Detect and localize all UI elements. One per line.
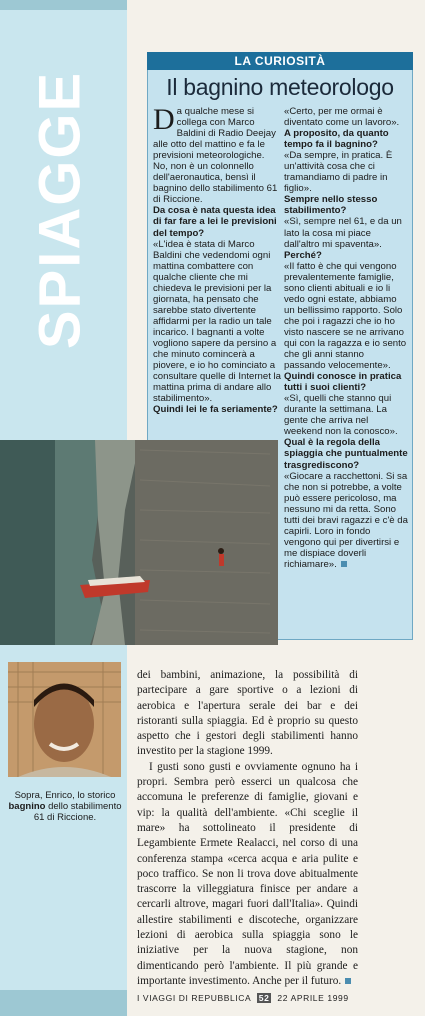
article-body — [137, 668, 358, 989]
publication-name: I VIAGGI DI REPUBBLICA — [137, 993, 251, 1003]
interview-answer: «Giocare a racchettoni. Si sa che non si potrebbe, a volte può essere pericoloso, ma nessuno mi da retta. Sono tutti dei bravi ragazzi e c'è da capirli. Loro in fondo vengono qui per divertirsi e me dispiace doverli richiamare». — [284, 470, 408, 570]
interview-question: Quindi lei le fa seriamente? — [153, 404, 278, 416]
issue-date: 22 APRILE 1999 — [277, 993, 349, 1003]
interview-answer: «Da sempre, in pratica. È un'attività cosa che ci tramandiamo di padre in figlio». — [284, 150, 393, 195]
interview-question: Sempre nello stesso stabilimento? — [284, 194, 378, 217]
interview-answer: «Il fatto è che qui vengono prevalentemente famiglie, sono clienti abituali e io li vedo ogni estate, abbiamo un bellissimo rapporto. Solo che poi i ragazzi che io ho visto nascere se ne arrivano qui con la ragazza e io sento che gli anni stanno passando velocemente». — [284, 260, 407, 372]
sidebar-top-strip — [0, 0, 127, 10]
interview-answer: Da qualche mese si collega con Marco Baldini di Radio Deejay alle otto del mattino e fa le previsioni meteorologiche. No, non è un colonnello dell'aeronautica, bensì il bagnino dello stabilimento 61 di Riccione. — [153, 103, 278, 206]
interview-answer: «Certo, per me ormai è diventato come un lavoro». — [284, 106, 400, 129]
lifeguard-portrait — [8, 662, 121, 777]
interview-column-2 — [284, 106, 408, 570]
interview-question: Quindi conosce in pratica tutti i suoi clienti? — [284, 371, 402, 394]
interview-question: A proposito, da quanto tempo fa il bagnino? — [284, 128, 389, 151]
interview-answer: «Sì, sempre nel 61, e da un lato la cosa mi piace dall'altro mi spaventa». — [284, 216, 402, 250]
interview-question: Perché? — [284, 249, 322, 261]
photo-caption: Sopra, Enrico, lo storico bagnino dello stabilimento 61 di Riccione. — [8, 790, 122, 823]
box-title: Il bagnino meteorologo — [166, 74, 394, 100]
drop-cap: D — [153, 103, 175, 136]
interview-answer: «Sì, quelli che stanno qui durante la settimana. La gente che arriva nel weekend non la conosco». — [284, 393, 398, 438]
beach-photo — [0, 440, 278, 645]
end-mark-icon — [345, 978, 351, 984]
section-label: SPIAGGE — [27, 70, 93, 350]
article-paragraph-2: I gusti sono gusti e ovviamente ognuno ha i propri. Sembra però esserci un qualcosa che accomuna le preferenze di famiglie, giovani e vip: la qualità dell'ambiente. «Chi sceglie il mare» ha sottolineato il presidente di Legambiente Ermete Realacci, nel corso di una conferenza stampa «cerca acqua e aria pulite e poco traffico. Se non li trova dove abitualmente trascorre la villeggiatura finisce per andare a cercarli altrove, magari fuori dall'Italia». Quindi allestire stabilimenti e discoteche, organizzare lezioni di aerobica sulla spiaggia sono le iniziative per la nuova stagione, non dimenticando però l'ambiente. Il più grande e importante investimento. Anche per il futuro. — [137, 760, 358, 987]
interview-question: Da cosa è nata questa idea di far fare a lei le previsioni del tempo? — [153, 205, 277, 239]
sidebar-bottom-strip — [0, 990, 127, 1016]
interview-column-1 — [153, 103, 281, 416]
interview-answer: «L'idea è stata di Marco Baldini che vedendomi ogni mattina combattere con qualche cliente che mi chiedeva le previsioni per la giornata, ha pensato che sarebbe stato divertente affidarmi per la radio un tale incarico. I bagnanti a volte vogliono sapere da persino a che minuto comincerà a piovere, e io ho cominciato a consultare quelle di Internet la mattina prima di andare allo stabilimento». — [153, 238, 281, 405]
page-footer — [137, 993, 417, 1003]
box-kicker: LA CURIOSITÀ — [147, 52, 413, 70]
interview-question: Qual è la regola della spiaggia che puntualmente trasgrediscono? — [284, 437, 408, 471]
end-mark-icon — [341, 561, 347, 567]
article-paragraph-1: dei bambini, animazione, la possibilità di partecipare a gare sportive o a lezioni di aerobica e l'apertura serale dei bar e dei ristoranti sulla spiaggia. Ed è proprio su questo aspetto che i gestori degli stabilimenti hanno investito per la stagione 1999. — [137, 669, 358, 758]
page-number: 52 — [258, 993, 270, 1003]
